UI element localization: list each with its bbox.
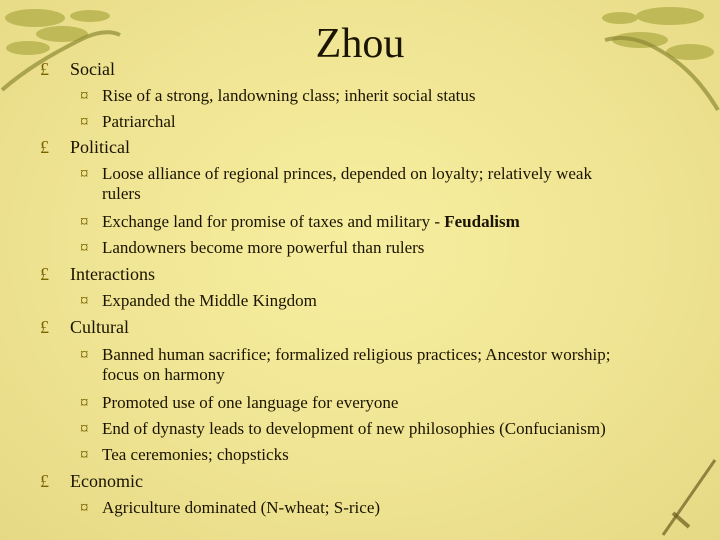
sub-bullet-icon: ¤ — [80, 345, 89, 364]
sub-bullet-icon: ¤ — [80, 164, 89, 183]
sub-item-text-continuation: focus on harmony — [102, 365, 225, 384]
sub-item — [80, 345, 700, 385]
sub-item-text — [80, 212, 700, 232]
sub-item-text-prefix: Exchange land for promise of taxes and military - — [102, 212, 445, 231]
sub-bullet-icon: ¤ — [80, 498, 89, 517]
bullet-icon: £ — [40, 264, 49, 284]
sub-item-text-continuation: rulers — [102, 184, 141, 203]
outline-heading: Interactions — [70, 264, 155, 284]
sub-item — [80, 164, 700, 204]
sub-bullet-icon: ¤ — [80, 112, 89, 131]
outline-heading: Economic — [70, 471, 143, 491]
sub-bullet-icon: ¤ — [80, 86, 89, 105]
bullet-icon: £ — [40, 317, 49, 337]
outline-item-interactions — [40, 264, 700, 284]
sub-item-text: Landowners become more powerful than rulers — [102, 238, 425, 257]
feudalism-term: Feudalism — [444, 212, 520, 231]
sub-item — [80, 86, 700, 106]
sub-bullet-icon: ¤ — [80, 419, 89, 438]
sub-item-text: Expanded the Middle Kingdom — [102, 291, 317, 310]
bullet-icon: £ — [40, 137, 49, 157]
sub-item — [80, 393, 700, 413]
outline-item-social — [40, 59, 700, 79]
outline-item-political — [40, 137, 700, 157]
sub-item — [80, 112, 700, 132]
sub-item — [80, 291, 700, 311]
sub-item-text: Banned human sacrifice; formalized religious practices; Ancestor worship; — [102, 345, 611, 364]
sub-bullet-icon: ¤ — [80, 393, 89, 412]
sub-item — [80, 498, 700, 518]
slide-title: Zhou — [315, 21, 405, 67]
sub-item — [80, 238, 700, 258]
sub-item-text: Loose alliance of regional princes, depended on loyalty; relatively weak — [102, 164, 592, 183]
sub-item — [80, 212, 700, 232]
bullet-icon: £ — [40, 471, 49, 491]
sub-item-text: Patriarchal — [102, 112, 176, 131]
outline-heading: Social — [70, 59, 115, 79]
outline-item-cultural — [40, 317, 700, 337]
sub-item-text: Agriculture dominated (N-wheat; S-rice) — [102, 498, 381, 517]
sub-bullet-icon: ¤ — [80, 291, 89, 310]
outline-heading: Political — [70, 137, 130, 157]
sub-bullet-icon: ¤ — [80, 212, 89, 231]
outline-heading: Cultural — [70, 317, 129, 337]
sub-item-text: End of dynasty leads to development of new philosophies (Confucianism) — [102, 419, 606, 438]
sub-bullet-icon: ¤ — [80, 238, 89, 257]
sub-item-text: Rise of a strong, landowning class; inherit social status — [102, 86, 476, 105]
sub-item-text: Promoted use of one language for everyone — [102, 393, 399, 412]
outline-item-economic — [40, 471, 700, 491]
bullet-icon: £ — [40, 59, 49, 79]
sub-bullet-icon: ¤ — [80, 445, 89, 464]
sub-item — [80, 419, 700, 439]
sub-item — [80, 445, 700, 465]
sub-item-text: Tea ceremonies; chopsticks — [102, 445, 289, 464]
